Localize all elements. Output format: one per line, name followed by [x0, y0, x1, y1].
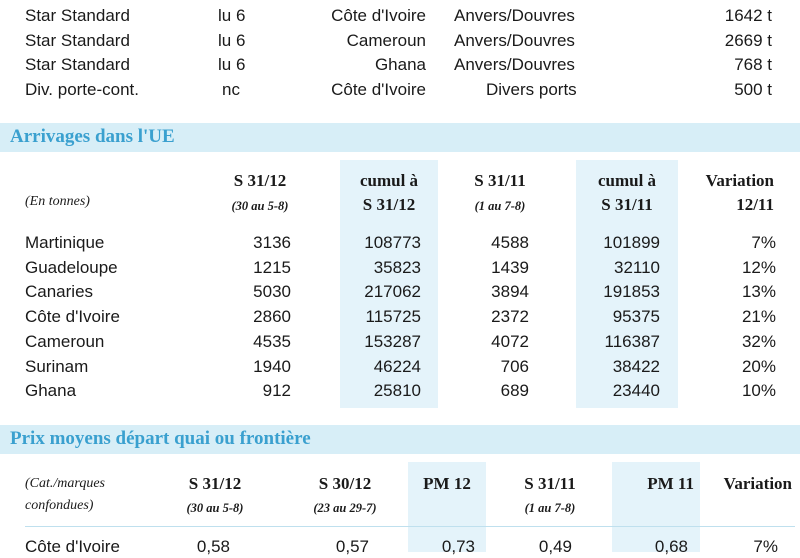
- table-cell: 3894: [491, 282, 529, 301]
- vessel: Star Standard: [25, 55, 130, 74]
- table-cell: 7%: [751, 233, 776, 252]
- table-cell: 4072: [491, 332, 529, 351]
- table-cell: 32110: [613, 258, 660, 277]
- arrivals-unit-label: (En tonnes): [25, 194, 90, 209]
- origin: Côte d'Ivoire: [331, 80, 426, 99]
- quantity: 1642 t: [724, 6, 772, 25]
- table-cell: 23440: [612, 381, 660, 400]
- table-cell: 689: [500, 381, 529, 400]
- row-label: Canaries: [25, 282, 94, 301]
- table-cell: 0,57: [335, 537, 369, 556]
- day: nc: [222, 80, 240, 99]
- table-cell: 108773: [364, 233, 421, 252]
- row-label: Cameroun: [25, 332, 105, 351]
- destination: Anvers/Douvres: [454, 55, 575, 74]
- prices-unit-label: confondues): [25, 498, 94, 513]
- col-header: PM 12: [423, 474, 471, 493]
- col-header: Variation: [723, 474, 792, 493]
- row-label: Côte d'Ivoire: [25, 537, 120, 556]
- quantity: 500 t: [734, 80, 772, 99]
- table-cell: 25810: [373, 381, 421, 400]
- table-cell: 38422: [612, 357, 660, 376]
- col-subheader: (30 au 5-8): [231, 199, 289, 213]
- table-cell: 21%: [741, 307, 776, 326]
- row-label: Côte d'Ivoire: [25, 307, 120, 326]
- table-cell: 12%: [741, 258, 776, 277]
- table-cell: 4588: [491, 233, 529, 252]
- vessel: Star Standard: [25, 31, 130, 50]
- destination: Anvers/Douvres: [454, 31, 575, 50]
- table-cell: 153287: [364, 332, 421, 351]
- col-header: S 31/11: [601, 195, 653, 214]
- arrivals-title: Arrivages dans l'UE: [10, 126, 175, 147]
- col-header: cumul à: [359, 171, 419, 190]
- origin: Cameroun: [346, 31, 426, 50]
- table-cell: 32%: [741, 332, 776, 351]
- table-cell: 217062: [364, 282, 421, 301]
- col-header: S 31/11: [474, 171, 526, 190]
- quantity: 768 t: [734, 55, 772, 74]
- table-cell: 0,49: [538, 537, 572, 556]
- row-label: Ghana: [25, 381, 77, 400]
- table-cell: 115725: [365, 307, 421, 326]
- col-header: S 30/12: [318, 474, 372, 493]
- table-cell: 0,73: [441, 537, 475, 556]
- row-label: Surinam: [25, 357, 89, 376]
- table-cell: 2860: [253, 307, 291, 326]
- table-cell: 35823: [373, 258, 421, 277]
- table-cell: 3136: [253, 233, 291, 252]
- table-cell: 706: [500, 357, 529, 376]
- vessel: Star Standard: [25, 6, 130, 25]
- col-header: S 31/12: [362, 195, 416, 214]
- table-cell: 0,68: [654, 537, 688, 556]
- table-cell: 20%: [741, 357, 776, 376]
- table-cell: 2372: [491, 307, 529, 326]
- table-cell: 912: [262, 381, 291, 400]
- table-cell: 5030: [253, 282, 291, 301]
- col-header: cumul à: [597, 171, 657, 190]
- destination: Divers ports: [486, 80, 577, 99]
- day: lu 6: [218, 6, 246, 25]
- col-subheader: (1 au 7-8): [524, 501, 576, 515]
- origin: Ghana: [374, 55, 426, 74]
- col-subheader: (23 au 29-7): [313, 501, 377, 515]
- day: lu 6: [218, 55, 246, 74]
- table-cell: 191853: [603, 282, 660, 301]
- col-subheader: (30 au 5-8): [186, 501, 244, 515]
- table-cell: 116387: [604, 332, 660, 351]
- row-label: Guadeloupe: [25, 258, 118, 277]
- origin: Côte d'Ivoire: [331, 6, 426, 25]
- col-header: S 31/12: [188, 474, 242, 493]
- col-header: Variation: [705, 171, 774, 190]
- table-cell: 4535: [253, 332, 291, 351]
- table-cell: 1940: [253, 357, 291, 376]
- table-cell: 101899: [603, 233, 660, 252]
- table-cell: 10%: [741, 381, 776, 400]
- table-cell: 7%: [753, 537, 778, 556]
- table-cell: 1215: [253, 258, 291, 277]
- col-header: PM 11: [647, 474, 694, 493]
- prices-header-rule: [25, 526, 795, 527]
- table-cell: 13%: [741, 282, 776, 301]
- table-cell: 95375: [612, 307, 660, 326]
- col-header: S 31/12: [233, 171, 287, 190]
- row-label: Martinique: [25, 233, 105, 252]
- vessel: Div. porte-cont.: [25, 80, 140, 99]
- destination: Anvers/Douvres: [454, 6, 575, 25]
- table-cell: 0,58: [196, 537, 230, 556]
- col-header: S 31/11: [524, 474, 576, 493]
- day: lu 6: [218, 31, 246, 50]
- table-cell: 46224: [373, 357, 421, 376]
- quantity: 2669 t: [724, 31, 772, 50]
- col-header: 12/11: [736, 195, 774, 214]
- prices-title: Prix moyens départ quai ou frontière: [10, 428, 311, 449]
- col-subheader: (1 au 7-8): [474, 199, 526, 213]
- prices-unit-label: (Cat./marques: [25, 476, 105, 491]
- table-cell: 1439: [491, 258, 529, 277]
